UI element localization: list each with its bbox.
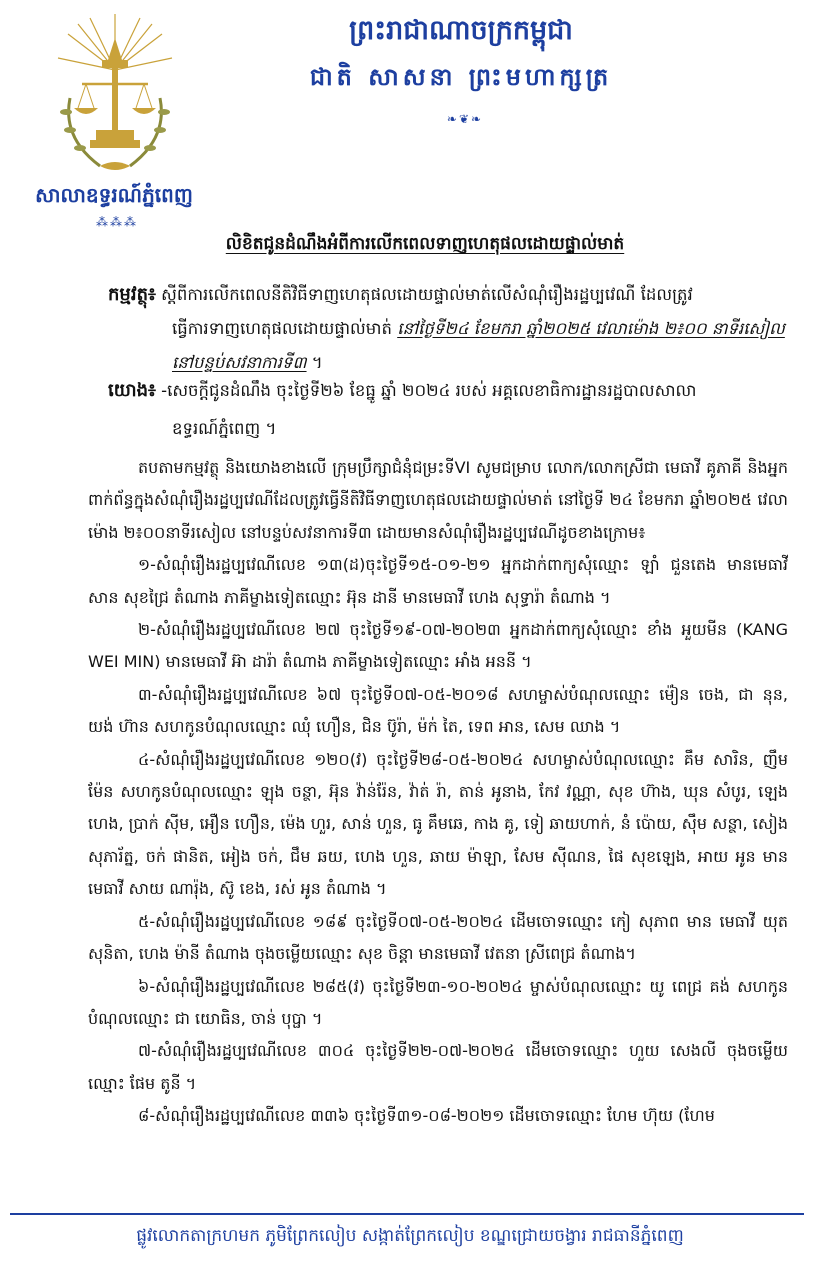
subject-label: កម្មវត្ថុ៖ <box>108 284 156 305</box>
subject-section <box>108 278 788 380</box>
kingdom-heading: ព្រះរាជាណាចក្រកម្ពុជា <box>349 15 573 46</box>
motto-ornament: ❧❦❧ <box>446 112 484 126</box>
case-item: ៨-សំណុំរឿងរដ្ឋប្បវេណីលេខ ៣៣៦ ចុះថ្ងៃទី៣១-០៨-២០២១ ដើមចោទឈ្មោះ ហែម ហ៊ុយ (ហែម <box>138 1106 715 1126</box>
reference-label: យោង៖ <box>108 380 156 401</box>
document-body <box>88 452 788 1133</box>
court-name: សាលាឧទ្ធរណ៍ភ្នំពេញ <box>35 183 193 207</box>
case-item: ៥-សំណុំរឿងរដ្ឋប្បវេណីលេខ ១៨៩ ចុះថ្ងៃទី០៧-០៥-២០២៤ ដើមចោទឈ្មោះ កៀ សុភាព មាន មេធាវី យុត សុនិតា, ហេង ម៉ានី តំណាង ចុងចម្លើយឈ្មោះ សុខ ចិន្តា មានមេធាវី វេតនា ស្រីពេជ្រ តំណាង។ <box>88 911 788 964</box>
document-title: លិខិតជូនដំណឹងអំពីការលើកពេលទាញហេតុផលដោយផ្ទាល់មាត់ <box>225 234 625 254</box>
subject-hearing-date: នៅថ្ងៃទី២៤ ខែមករា ឆ្នាំ២០២៥ វេលាម៉ោង ២៖០០ នាទីរសៀល នៅបន្ទប់សវនាការទី៣ <box>172 319 785 372</box>
subject-text: ស្តីពីការលើកពេលនីតិវិធីទាញហេតុផលដោយផ្ទាល់មាត់លើសំណុំរឿងរដ្ឋប្បវេណី ដែលត្រូវ <box>155 285 693 304</box>
royal-emblem-icon <box>50 8 180 178</box>
footer-divider <box>10 1213 804 1215</box>
reference-continuation: ឧទ្ធរណ៍ភ្នំពេញ ។ <box>172 419 277 438</box>
case-item: ៤-សំណុំរឿងរដ្ឋប្បវេណីលេខ ១២០(វ) ចុះថ្ងៃទី២៨-០៥-២០២៤ សហម្ចាស់បំណុលឈ្មោះ គឹម សារិន, ញឹម ម៉ែន សហកូនបំណុលឈ្មោះ ឡុង ចន្ថា, អ៊ុន វ៉ាន់រ៉ែន, វ៉ាត់ រ៉ា, តាន់ អូនាង, កែវ វណ្ណា, សុខ ហ៊ាង, ឃុន សំបូរ, ឡេង ហេង, ប្រាក់ ស៊ីម, អឿន ហឿន, ម៉េង ហួរ, សាន់ ហួន, ធូ គឹមឆេ, កាង គូ, ទៀ ឆាយហាក់, នំ ប៉ោយ, ស៊ឹម សន្ថា, សៀង សុភារ័ត្ន, ចក់ ផានិត, អៀង ចក់, ជឹម ឆយ, ហេង ហួន, ឆាយ ម៉ាឡា, សែម ស៊ីណន, ផៃ សុខឡេង, អាយ អូន មានមេធាវី សាយ ណារ៉ុង, ស៊ូ ខេង, រស់ អូន តំណាង ។ <box>88 749 788 899</box>
case-item: ៣-សំណុំរឿងរដ្ឋប្បវេណីលេខ ៦៧ ចុះថ្ងៃទី០៧-០៥-២០១៨ សហម្ចាស់បំណុលឈ្មោះ ម៉ៀន ចេង, ជា នុន, យង់ ហ៊ាន សហកូនបំណុលឈ្មោះ ឈុំ ហឿន, ជិន ប៊ូរ៉ា, ម៉ក់ តៃ, ទេព អាន, សេម ឈាង ។ <box>88 684 788 737</box>
subject-rest-end: ។ <box>306 353 323 372</box>
subject-rest-plain: ធ្វើការទាញហេតុផលដោយផ្ទាល់មាត់ <box>172 319 398 338</box>
national-motto: ជាតិ សាសនា ព្រះមហាក្សត្រ <box>309 62 613 91</box>
intro-paragraph: តបតាមកម្មវត្ថុ និងយោងខាងលើ ក្រុមប្រឹក្សាជំនុំជម្រះទីVI សូមជម្រាប លោក/លោកស្រីជា មេធាវី គូភាគី និងអ្នកពាក់ព័ន្ធក្នុងសំណុំរឿងរដ្ឋប្បវេណីដែលត្រូវធ្វើនីតិវិធីទាញហេតុផលដោយផ្ទាល់មាត់ នៅថ្ងៃទី ២៤ ខែមករា ឆ្នាំ២០២៥ វេលាម៉ោង ២៖០០នាទីរសៀល នៅបន្ទប់សវនាការទី៣ ដោយមានសំណុំរឿងរដ្ឋប្បវេណីដូចខាងក្រោម៖ <box>88 458 788 542</box>
subject-continuation <box>108 312 788 380</box>
case-item: ៦-សំណុំរឿងរដ្ឋប្បវេណីលេខ ២៨៥(វ) ចុះថ្ងៃទី២៣-១០-២០២៤ ម្ចាស់បំណុលឈ្មោះ យូ ពេជ្រ គង់ សហកូនបំណុលឈ្មោះ ជា យោធិន, ចាន់ បុប្ផា ។ <box>88 976 788 1028</box>
case-item: ៧-សំណុំរឿងរដ្ឋប្បវេណីលេខ ៣០៤ ចុះថ្ងៃទី២២-០៧-២០២៤ ដើមចោទឈ្មោះ ហួយ សេងលី ចុងចម្លើយឈ្មោះ ផែម តូនី ។ <box>88 1041 788 1093</box>
case-item: ២-សំណុំរឿងរដ្ឋប្បវេណីលេខ ២៧ ចុះថ្ងៃទី១៩-០៧-២០២៣ អ្នកដាក់ពាក្យសុំឈ្មោះ ខាំង អួយមីន (KANG WEI MIN) មានមេធាវី អ៊ា ដារ៉ា តំណាង ភាគីម្ខាងទៀតឈ្មោះ អាំង អននី ។ <box>88 620 788 672</box>
footer-address: ផ្លូវលោកតាក្រហមក ភូមិព្រែកលៀប សង្កាត់ព្រែកលៀប ខណ្ឌជ្រោយចង្វារ រាជធានីភ្នំពេញ <box>136 1226 684 1246</box>
court-ornament: ⁂⁂⁂ <box>96 215 138 229</box>
reference-section <box>108 372 788 448</box>
reference-text: -សេចក្តីជូនដំណឹង ចុះថ្ងៃទី២៦ ខែធ្នូ ឆ្នាំ ២០២៤ របស់ អគ្គលេខាធិការដ្ឋានរដ្ឋបាលសាលា <box>155 381 697 400</box>
case-item: ១-សំណុំរឿងរដ្ឋប្បវេណីលេខ ១៣(ដ)ចុះថ្ងៃទី១៥-០១-២១ អ្នកដាក់ពាក្យសុំឈ្មោះ ឡាំ ជួនតេង មានមេធាវី សាន សុខជ្រៃ តំណាង ភាគីម្ខាងទៀតឈ្មោះ អ៊ុន ដានី មានមេធាវី ហេង សុទ្ធារ៉ា តំណាង ។ <box>88 555 788 607</box>
